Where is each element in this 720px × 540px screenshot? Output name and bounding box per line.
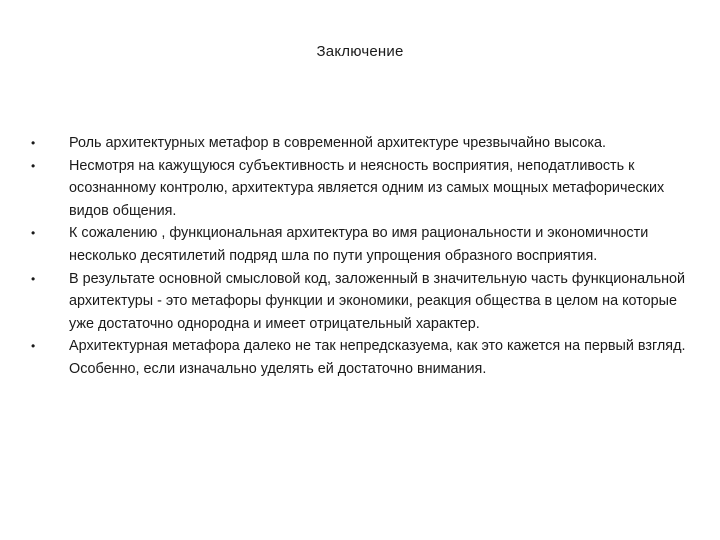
bullet-text: В результате основной смысловой код, заложенный в значительную часть функциональной архитектуры - это метафоры функции и экономики, реакция общества в целом на которые уже достаточно однородна и имеет отрицательный характер. [69, 270, 686, 332]
bullet-item [28, 335, 688, 380]
bullet-text: Архитектурная метафора далеко не так непредсказуема, как это кажется на первый взгляд. Особенно, если изначально уделять ей достаточно внимания. [69, 338, 686, 377]
bullet-dot-icon: • [31, 158, 36, 173]
slide-title: Заключение [316, 43, 404, 60]
bullet-dot-icon: • [31, 339, 36, 354]
bullet-item [28, 222, 688, 267]
bullet-item [28, 268, 688, 336]
bullet-dot-icon: • [31, 271, 36, 286]
bullet-item [28, 155, 688, 223]
bullet-text: Роль архитектурных метафор в современной архитектуре чрезвычайно высока. [69, 135, 606, 151]
bullet-text: К сожалению , функциональная архитектура во имя рациональности и экономичности несколько десятилетий подряд шла по пути упрощения образного восприятия. [69, 225, 649, 264]
bullet-dot-icon: • [31, 226, 36, 241]
bullet-text: Несмотря на кажущуюся субъективность и неясность восприятия, неподатливость к осознанному контролю, архитектура является одним из самых мощных метафорических видов общения. [69, 157, 665, 219]
bullet-list [28, 132, 688, 381]
bullet-dot-icon: • [31, 136, 36, 150]
bullet-item [28, 132, 688, 155]
